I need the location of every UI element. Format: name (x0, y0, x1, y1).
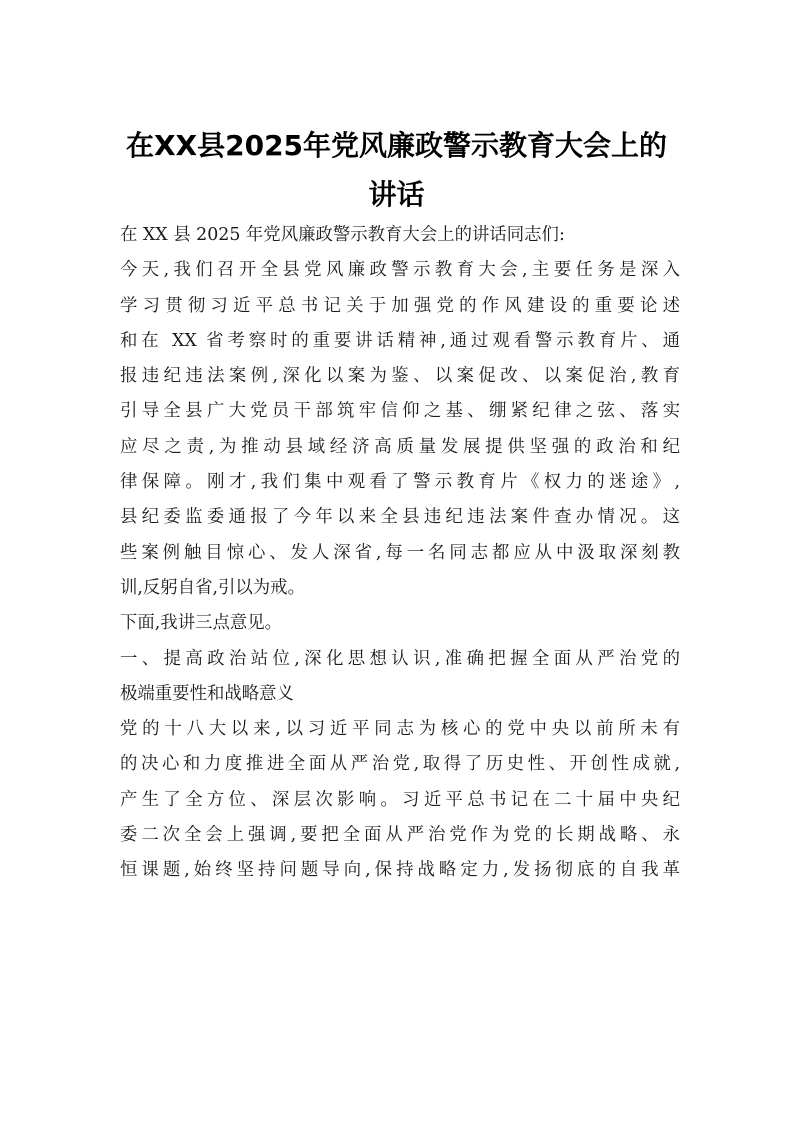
body-line: 引导全县广大党员干部筑牢信仰之基、绷紧纪律之弦、落实 (120, 401, 680, 422)
body-line: 报违纪违法案例,深化以案为鉴、以案促改、以案促治,教育 (120, 366, 680, 387)
body-line: 下面,我讲三点意见。 (120, 613, 283, 634)
document-body (120, 218, 680, 889)
body-line: 和在 XX 省考察时的重要讲话精神,通过观看警示教育片、通 (120, 330, 680, 351)
body-line: 恒课题,始终坚持问题导向,保持战略定力,发扬彻底的自我革 (120, 860, 680, 881)
body-line: 委二次全会上强调,要把全面从严治党作为党的长期战略、永 (120, 825, 680, 846)
body-line: 产生了全方位、深层次影响。习近平总书记在二十届中央纪 (120, 789, 680, 810)
body-line: 训,反躬自省,引以为戒。 (120, 577, 305, 598)
body-line: 今天,我们召开全县党风廉政警示教育大会,主要任务是深入 (120, 260, 680, 281)
body-line: 县纪委监委通报了今年以来全县违纪违法案件查办情况。这 (120, 507, 680, 528)
body-line: 律保障。刚才,我们集中观看了警示教育片《权力的迷途》, (120, 472, 680, 493)
body-line: 学习贯彻习近平总书记关于加强党的作风建设的重要论述 (120, 295, 680, 316)
document-title-line-1: 在XX县2025年党风廉政警示教育大会上的 (125, 129, 668, 162)
section-heading-line: 一、提高政治站位,深化思想认识,准确把握全面从严治党的 (120, 648, 680, 669)
body-line: 在 XX 县 2025 年党风廉政警示教育大会上的讲话同志们: (120, 225, 565, 245)
document-title-line-2: 讲话 (368, 178, 425, 211)
section-heading-line: 极端重要性和战略意义 (120, 683, 294, 704)
body-line: 党的十八大以来,以习近平同志为核心的党中央以前所未有 (120, 719, 680, 740)
body-line: 的决心和力度推进全面从严治党,取得了历史性、开创性成就, (120, 754, 680, 775)
body-line: 些案例触目惊心、发人深省,每一名同志都应从中汲取深刻教 (120, 542, 680, 563)
body-line: 应尽之责,为推动县域经济高质量发展提供坚强的政治和纪 (120, 436, 680, 457)
